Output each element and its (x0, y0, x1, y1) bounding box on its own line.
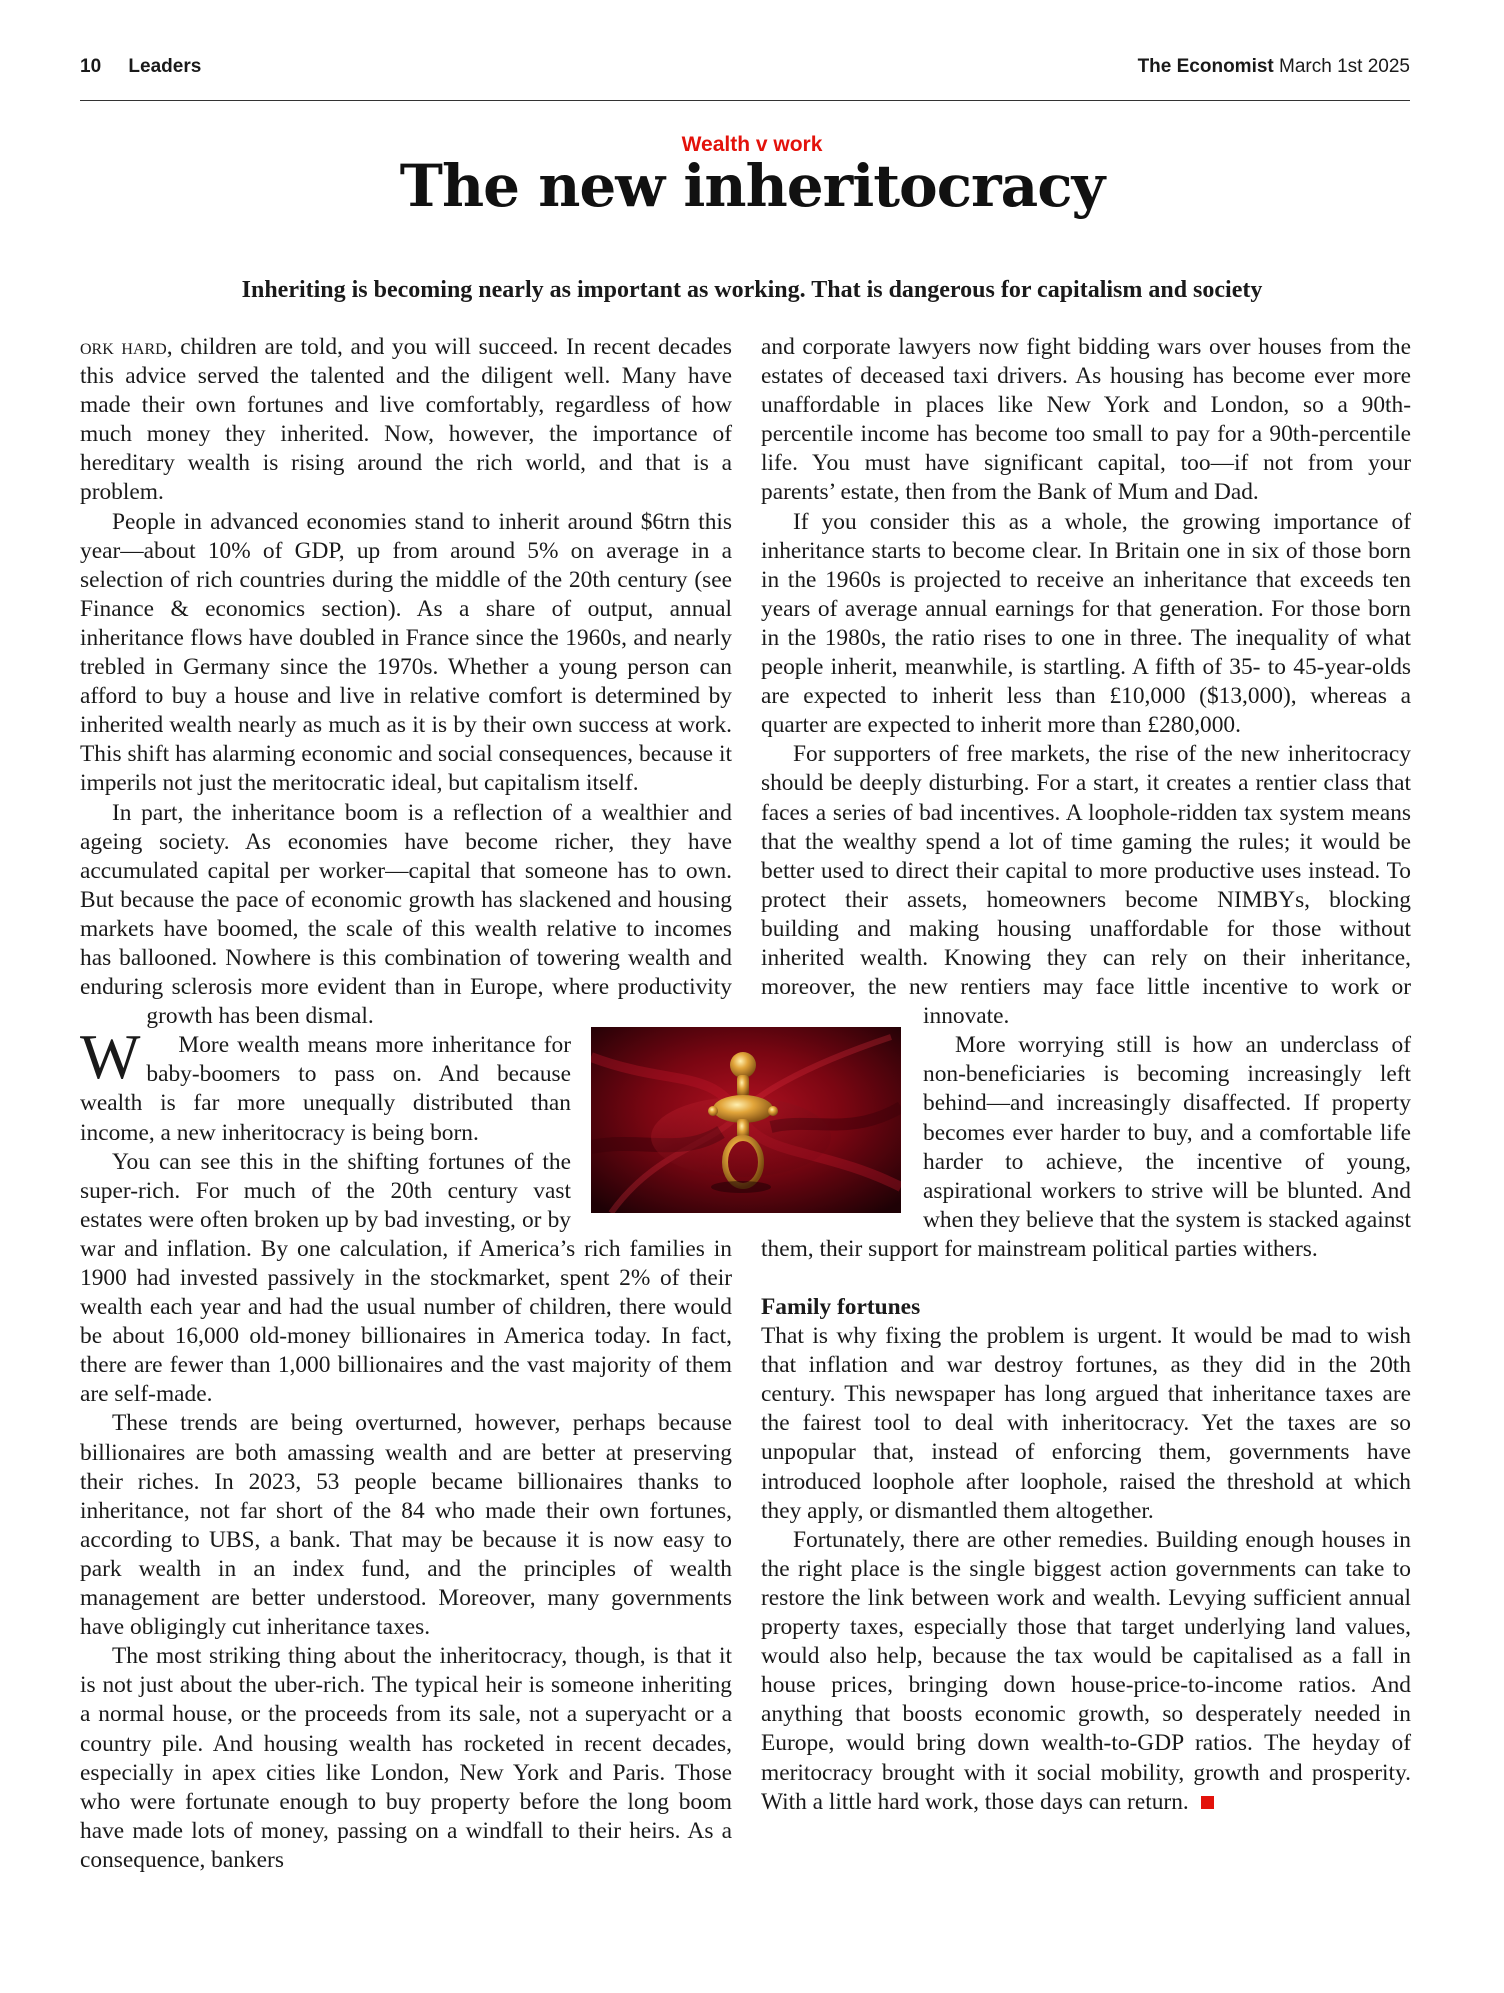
subheading: Family fortunes (761, 1294, 921, 1320)
paragraph-11: That is why fixing the problem is urgent. It would be mad to wish that inflation and war destroy fortunes, as they did in the 20th century. This newspaper has long argued that inheritance taxes are the fairest tool to deal with inheritocracy. Yet the taxes are so unpopular that, instead of enforcing them, governments have introduced loophole after loophole, raised the threshold at which they apply, or dismantled them altogether. (761, 1323, 1411, 1524)
paragraph-1-text: , children are told, and you will succeed. In recent decades this advice served the talented and the diligent well. Many have made their own fortunes and live comfortably, regardless of how much money they inherited. Now, however, the importance of hereditary wealth is rising around the rich world, and that is a problem. (80, 334, 733, 506)
lead-in: ork hard (80, 334, 167, 360)
paragraph-8: If you consider this as a whole, the growing importance of inheritance starts to become clear. In Britain one in six of those born in the 1960s is projected to receive an inheritance that exceeds ten years of average annual earnings for that generation. For those born in the 1980s, the ratio rises to one in three. The inequality of what people inherit, meanwhile, is startling. A fifth of 35- to 45-year-olds are expected to inherit less than £10,000 ($13,000), whereas a quarter are expected to inherit more than £280,000. (761, 508, 1411, 739)
paragraph-9: For supporters of free markets, the rise of the new inheritocracy should be deeply disturbing. For a start, it creates a rentier class that faces a series of bad incentives. A loophole-ridden tax system means that the wealthy spend a lot of time gaming the rules; it would be better used to direct their capital to more productive uses instead. To protect their assets, homeowners become NIMBYs, blocking building and making housing unaffordable for those without inherited wealth. Knowing they can rely on their inheritance, moreover, the new rentiers may face little incentive to work or innovate. (761, 741, 1411, 1030)
publication-name: The Economist (1137, 56, 1274, 77)
golden-pacifier-on-red-silk-image (591, 1027, 901, 1213)
paragraph-5: You can see this in the shifting fortunes of the super-rich. For much of the 20th century vast estates were often broken up by bad investing, or by war and inflation. By one calculation, if America’s rich families in 1900 had invested passively in the stockmarket, spent 2% of their wealth each year and had the usual number of children, there would be about 16,000 old-money billionaires in America today. In fact, there are fewer than 1,000 billionaires and the vast majority of them are self-made. (80, 1148, 732, 1408)
paragraph-3 (80, 799, 732, 1032)
page-header (80, 56, 1410, 86)
drop-cap: W (80, 1021, 141, 1092)
pacifier-illustration (591, 1027, 901, 1213)
header-rule (80, 100, 1410, 101)
article-headline: The new inheritocracy (399, 152, 1105, 220)
page-number: 10 (80, 56, 102, 77)
paragraph-12-text: Fortunately, there are other remedies. Building enough houses in the right place is the single biggest action governments can take to restore the link between work and wealth. Levying sufficient annual property taxes, especially those that target underlying land values, would also help, because the tax would be capitalised as a fall in house prices, bringing down house-price-to-income ratios. And anything that boosts economic growth, so desperately needed in Europe, would bring down wealth-to-GDP ratios. The heyday of meritocracy brought with it social mobility, growth and prosperity. With a little hard work, those days can return. (761, 1526, 1411, 1815)
paragraph-2: People in advanced economies stand to inherit around $6trn this year—about 10% of GDP, up from around 5% on average in a selection of rich countries during the middle of the 20th century (see Finance & economics section). As a share of output, annual inheritance flows have doubled in France since the 1960s, and nearly trebled in Germany since the 1970s. Whether a young person can afford to buy a house and live in relative comfort is determined by inherited wealth nearly as much as it is by their own success at work. This shift has alarming economic and social consequences, because it imperils not just the meritocratic ideal, but capitalism itself. (80, 508, 732, 797)
paragraph-6: These trends are being overturned, however, perhaps because billionaires are both amassing wealth and are better at preserving their riches. In 2023, 53 people became billionaires thanks to inheritance, not far short of the 84 who made their own fortunes, according to UBS, a bank. That may be because it is now easy to park wealth in an index fund, and the principles of wealth management are better understood. Moreover, many governments have obligingly cut inheritance taxes. (80, 1410, 732, 1641)
section-name: Leaders (128, 56, 202, 77)
article-standfirst: Inheriting is becoming nearly as important as working. That is dangerous for capitalism and society (241, 277, 1263, 303)
header-left (80, 56, 201, 78)
header-right (1138, 56, 1410, 78)
paragraph-4: More wealth means more inheritance for baby-boomers to pass on. And because wealth is far more unequally distributed than income, a new inheritocracy is being born. (80, 1032, 571, 1146)
article-kicker: Wealth v work (681, 133, 823, 156)
paragraph-7: The most striking thing about the inheritocracy, though, is that it is not just about the uber-rich. The typical heir is someone inheriting a normal house, or the proceeds from its sale, not a superyacht or a country pile. And housing wealth has rocketed in recent decades, especially in apex cities like London, New York and Paris. Those who were fortunate enough to buy property before the long boom have made lots of money, passing on a windfall to their heirs. As a consequence, bankers (80, 1643, 732, 1873)
paragraph-7-continued: and corporate lawyers now fight bidding wars over houses from the estates of deceased taxi drivers. As housing has become ever more unaffordable in places like New York and London, so a 90th-percentile income has become too small to pay for a 90th-percentile life. You must have significant capital, too—if not from your parents’ estate, then from the Bank of Mum and Dad. (761, 334, 1411, 506)
paragraph-3-text: In part, the inheritance boom is a reflection of a wealthier and ageing society. As economies have become richer, they have accumulated capital per worker—capital that someone has to own. But because the pace of economic growth has slackened and housing markets have boomed, the scale of this wealth relative to incomes has ballooned. Nowhere is this combination of towering wealth and enduring sclerosis more evident than in Europe, where productivity growth has been dismal. (80, 799, 732, 1030)
end-mark-icon (1201, 1796, 1214, 1809)
paragraph-12 (761, 1526, 1411, 1817)
issue-date: March 1st 2025 (1279, 56, 1410, 77)
paragraph-10: More worrying still is how an underclass of non-beneficiaries is becoming increasingly left behind—and increasingly disaffected. If property becomes ever harder to buy, and a comfortable life harder to achieve, the incentive of young, aspirational workers to strive will be blunted. And when they believe that the system is stacked against them, their support for mainstream political parties withers. (761, 1032, 1411, 1262)
